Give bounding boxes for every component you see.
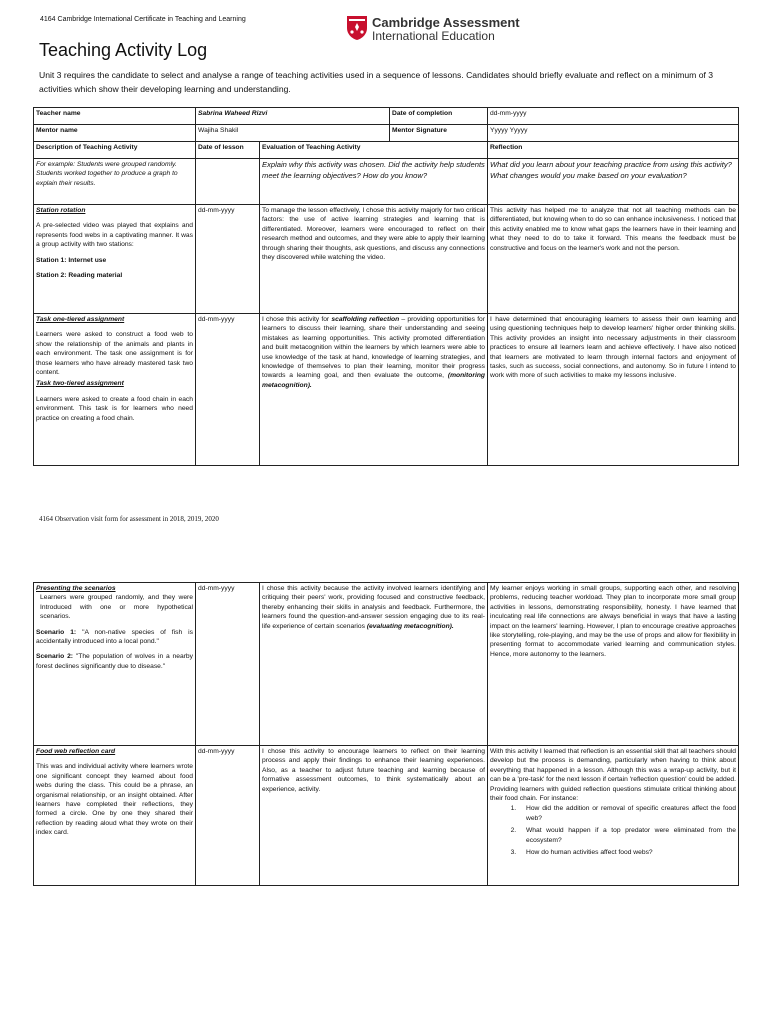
col-date: Date of lesson: [196, 142, 260, 159]
col-description: Description of Teaching Activity: [34, 142, 196, 159]
station-2: Station 2: Reading material: [36, 272, 123, 280]
scenario-2-text: "The population of wolves in a nearby forest declines significantly due to disease.": [36, 653, 193, 670]
activity-description: [34, 314, 196, 466]
activity-title-2: Task two-tiered assignment: [36, 380, 124, 388]
lesson-date: dd-mm-yyyy: [196, 205, 260, 314]
eval-emphasis: (evaluating metacognition).: [366, 622, 454, 630]
activity-description: [34, 205, 196, 314]
scenario-1: [36, 628, 193, 647]
activity-title: Task one-tiered assignment: [36, 316, 125, 323]
activity-title: Presenting the scenarios: [36, 585, 116, 592]
activity-evaluation: To manage the lesson effectively, I chose this activity majorly for two critical factors: the use of active learning strategies and learning that is differentiated. Moreover, learners were encouraged to reflect on their research method and outcomes, and they were able to apply their learning through sharing their thoughts, ask questions, and discuss any connections they discovered while watching the video.: [260, 205, 488, 314]
example-reflection: What did you learn about your teaching practice from using this activity? What changes would you make based on your evaluation?: [488, 159, 739, 205]
teacher-label: Teacher name: [34, 108, 196, 125]
activity-title: Station rotation: [36, 207, 86, 214]
certificate-title: 4164 Cambridge International Certificate in Teaching and Learning: [40, 16, 246, 23]
activity-text-2: Learners were asked to create a food chain in each environment. This task is for learners who need practice on creating a food chain.: [36, 395, 193, 422]
table-row: [34, 746, 739, 886]
activity-evaluation: I chose this activity to encourage learners to reflect on their learning process and apply their findings to enhance their learning experiences. Also, as a teacher to adjust future teaching and learning because of formative assessment outcomes, to think systematically about an experience, activity.: [260, 746, 488, 886]
activity-reflection: My learner enjoys working in small groups, supporting each other, and resolving problems, reducing teacher workload. They plan to incorporate more small group activities in lessons, demonstrating responsibility, honesty. I have learned that inculcating real life connections are always beneficial in ways that have a lasting impact on the learners' learning. However, I plan to encourage creative approaches like storytelling, role-playing, and may be the use of props and allow for flexibility in presenting format to accommodate varied learning and communication styles. Hence, more autonomy to the learners.: [488, 583, 739, 746]
example-date: [196, 159, 260, 205]
activity-text: Learners were asked to construct a food web to show the relationship of the animals and plants in each environment. The task one assignment is for those learners who have already mastered task two content.: [36, 331, 193, 377]
scenario-1-text: "A non-native species of fish is accidentally introduced into a local pond.": [36, 628, 193, 646]
teacher-row: [34, 108, 739, 125]
activity-log-table-2: [33, 582, 739, 886]
signature-label: Mentor Signature: [390, 125, 488, 142]
example-row: [34, 159, 739, 205]
logo-line2: International Education: [372, 29, 495, 43]
table-row: [34, 314, 739, 466]
activity-text: Learners were grouped randomly, and they were Introduced with one or more hypothetical scenarios.: [40, 594, 193, 621]
mentor-row: [34, 125, 739, 142]
list-item: 2. What would happen if a top predator were eliminated from the ecosystem?: [518, 826, 736, 845]
table-row: [34, 583, 739, 746]
col-evaluation: Evaluation of Teaching Activity: [260, 142, 488, 159]
eval-part-a: I chose this activity for: [262, 316, 332, 323]
list-item: 3. How do human activities affect food webs?: [518, 848, 736, 857]
activity-log-table-1: [33, 107, 739, 466]
col-reflection: Reflection: [488, 142, 739, 159]
lesson-date: dd-mm-yyyy: [196, 746, 260, 886]
scenario-2-label: Scenario 2:: [36, 653, 74, 661]
lesson-date: dd-mm-yyyy: [196, 314, 260, 466]
reflection-text: With this activity I learned that reflection is an essential skill that all teachers should develop but the process is demanding, particularly when having to think about everything that happened in a lesson. Although this was a wrap-up activity, but it can be a 'pre-task' for the next lesson if certain 'reflection question' could be added. Providing learners with guided reflection questions stimulate critical thinking about their food chain. For instance:: [490, 748, 737, 803]
activity-reflection: I have determined that encouraging learners to assess their own learning and using questioning techniques help to develop learners' higher order thinking skills. This activity provides an insight into necessary adjustments in their classroom practices to ensure all learners learn and achieve effectively. I have also noticed that learners are motivated to learn through internal factors and enjoyment of tasks, such as success, social connections, and autonomy. So in future I intend to work with more of such activities to make my lessons inclusive.: [488, 314, 739, 466]
mentor-value: Wajiha Shakil: [196, 125, 390, 142]
intro-text: Unit 3 requires the candidate to select and analyse a range of teaching activities used in a sequence of lessons. Candidates should briefly evaluate and reflect on a minimum of 3 activities which show their developing learning and understanding.: [39, 70, 714, 94]
cambridge-logo: [346, 15, 536, 43]
list-item: 1. How did the addition or removal of specific creatures affect the food web?: [518, 804, 736, 823]
activity-reflection: This activity has helped me to analyze that not all teaching methods can be differentiated, but knowing when to do so can enhance inclusiveness. I noticed that this activity enabled me to know what gaps the learners have in their learning and what they need to do to take it forward. This means the feedback must be constructive and focus on the learner's work and not the person.: [488, 205, 739, 314]
activity-description: [34, 583, 196, 746]
footer-note: 4164 Observation visit form for assessment in 2018, 2019, 2020: [39, 515, 219, 523]
activity-evaluation: [260, 314, 488, 466]
activity-evaluation: [260, 583, 488, 746]
activity-text: A pre-selected video was played that explains and represents food webs in a captivating manner. It was a group activity with two stations:: [36, 222, 193, 249]
column-header-row: [34, 142, 739, 159]
completion-value: dd-mm-yyyy: [488, 108, 739, 125]
scenario-1-label: Scenario 1:: [36, 628, 77, 636]
example-evaluation: Explain why this activity was chosen. Did the activity help students meet the learning objectives? How do you know?: [260, 159, 488, 205]
eval-text: I chose this activity because the activity involved learners identifying and critiquing their peers' work, providing focused and constructive feedback, thereby enhancing their skills in analysis and feedback. Furthermore, the learners found the question-and-answer session engaging due to its real-life experience of certain scenarios: [262, 585, 485, 630]
eval-part-b: – providing opportunities for learners to discuss their learning, share their understanding and seeing mistakes as learning opportunities. This activity promoted differentiation and built metacognition within the learners by which learners were able to use knowledge of the task at hand, knowledge of learning strategies, and knowledge of themselves to plan their learning, monitor their progress towards a learning goal, and then evaluate the outcome,: [262, 316, 485, 380]
scenario-2: [36, 652, 193, 671]
eval-emphasis: scaffolding reflection: [331, 316, 400, 323]
shield-icon: [346, 15, 368, 41]
table-row: [34, 205, 739, 314]
station-1: Station 1: Internet use: [36, 256, 107, 264]
page-title: Teaching Activity Log: [39, 40, 208, 60]
reflection-questions: [490, 804, 736, 857]
logo-line1: Cambridge Assessment: [372, 15, 520, 30]
activity-title: Food web reflection card: [36, 748, 116, 755]
mentor-label: Mentor name: [34, 125, 196, 142]
eval-emphasis-2: (monitoring metacognition).: [262, 372, 485, 389]
activity-text: This was and individual activity where learners wrote one significant concept they learned about food webs during the class. This could be a phrase, an organismal relationship, or an insight obtained. After learners have completed their reflections, they formed a circle. One by one they shared their reflection by reading aloud what they wrote on their index card.: [36, 763, 193, 837]
signature-value: Yyyyy Yyyyy: [488, 125, 739, 142]
example-description: For example: Students were grouped randomly. Students worked together to produce a graph to explain their results.: [34, 159, 196, 205]
activity-description: [34, 746, 196, 886]
activity-reflection: [488, 746, 739, 886]
completion-label: Date of completion: [390, 108, 488, 125]
teacher-value: Sabrina Waheed Rizvi: [196, 108, 390, 125]
lesson-date: dd-mm-yyyy: [196, 583, 260, 746]
